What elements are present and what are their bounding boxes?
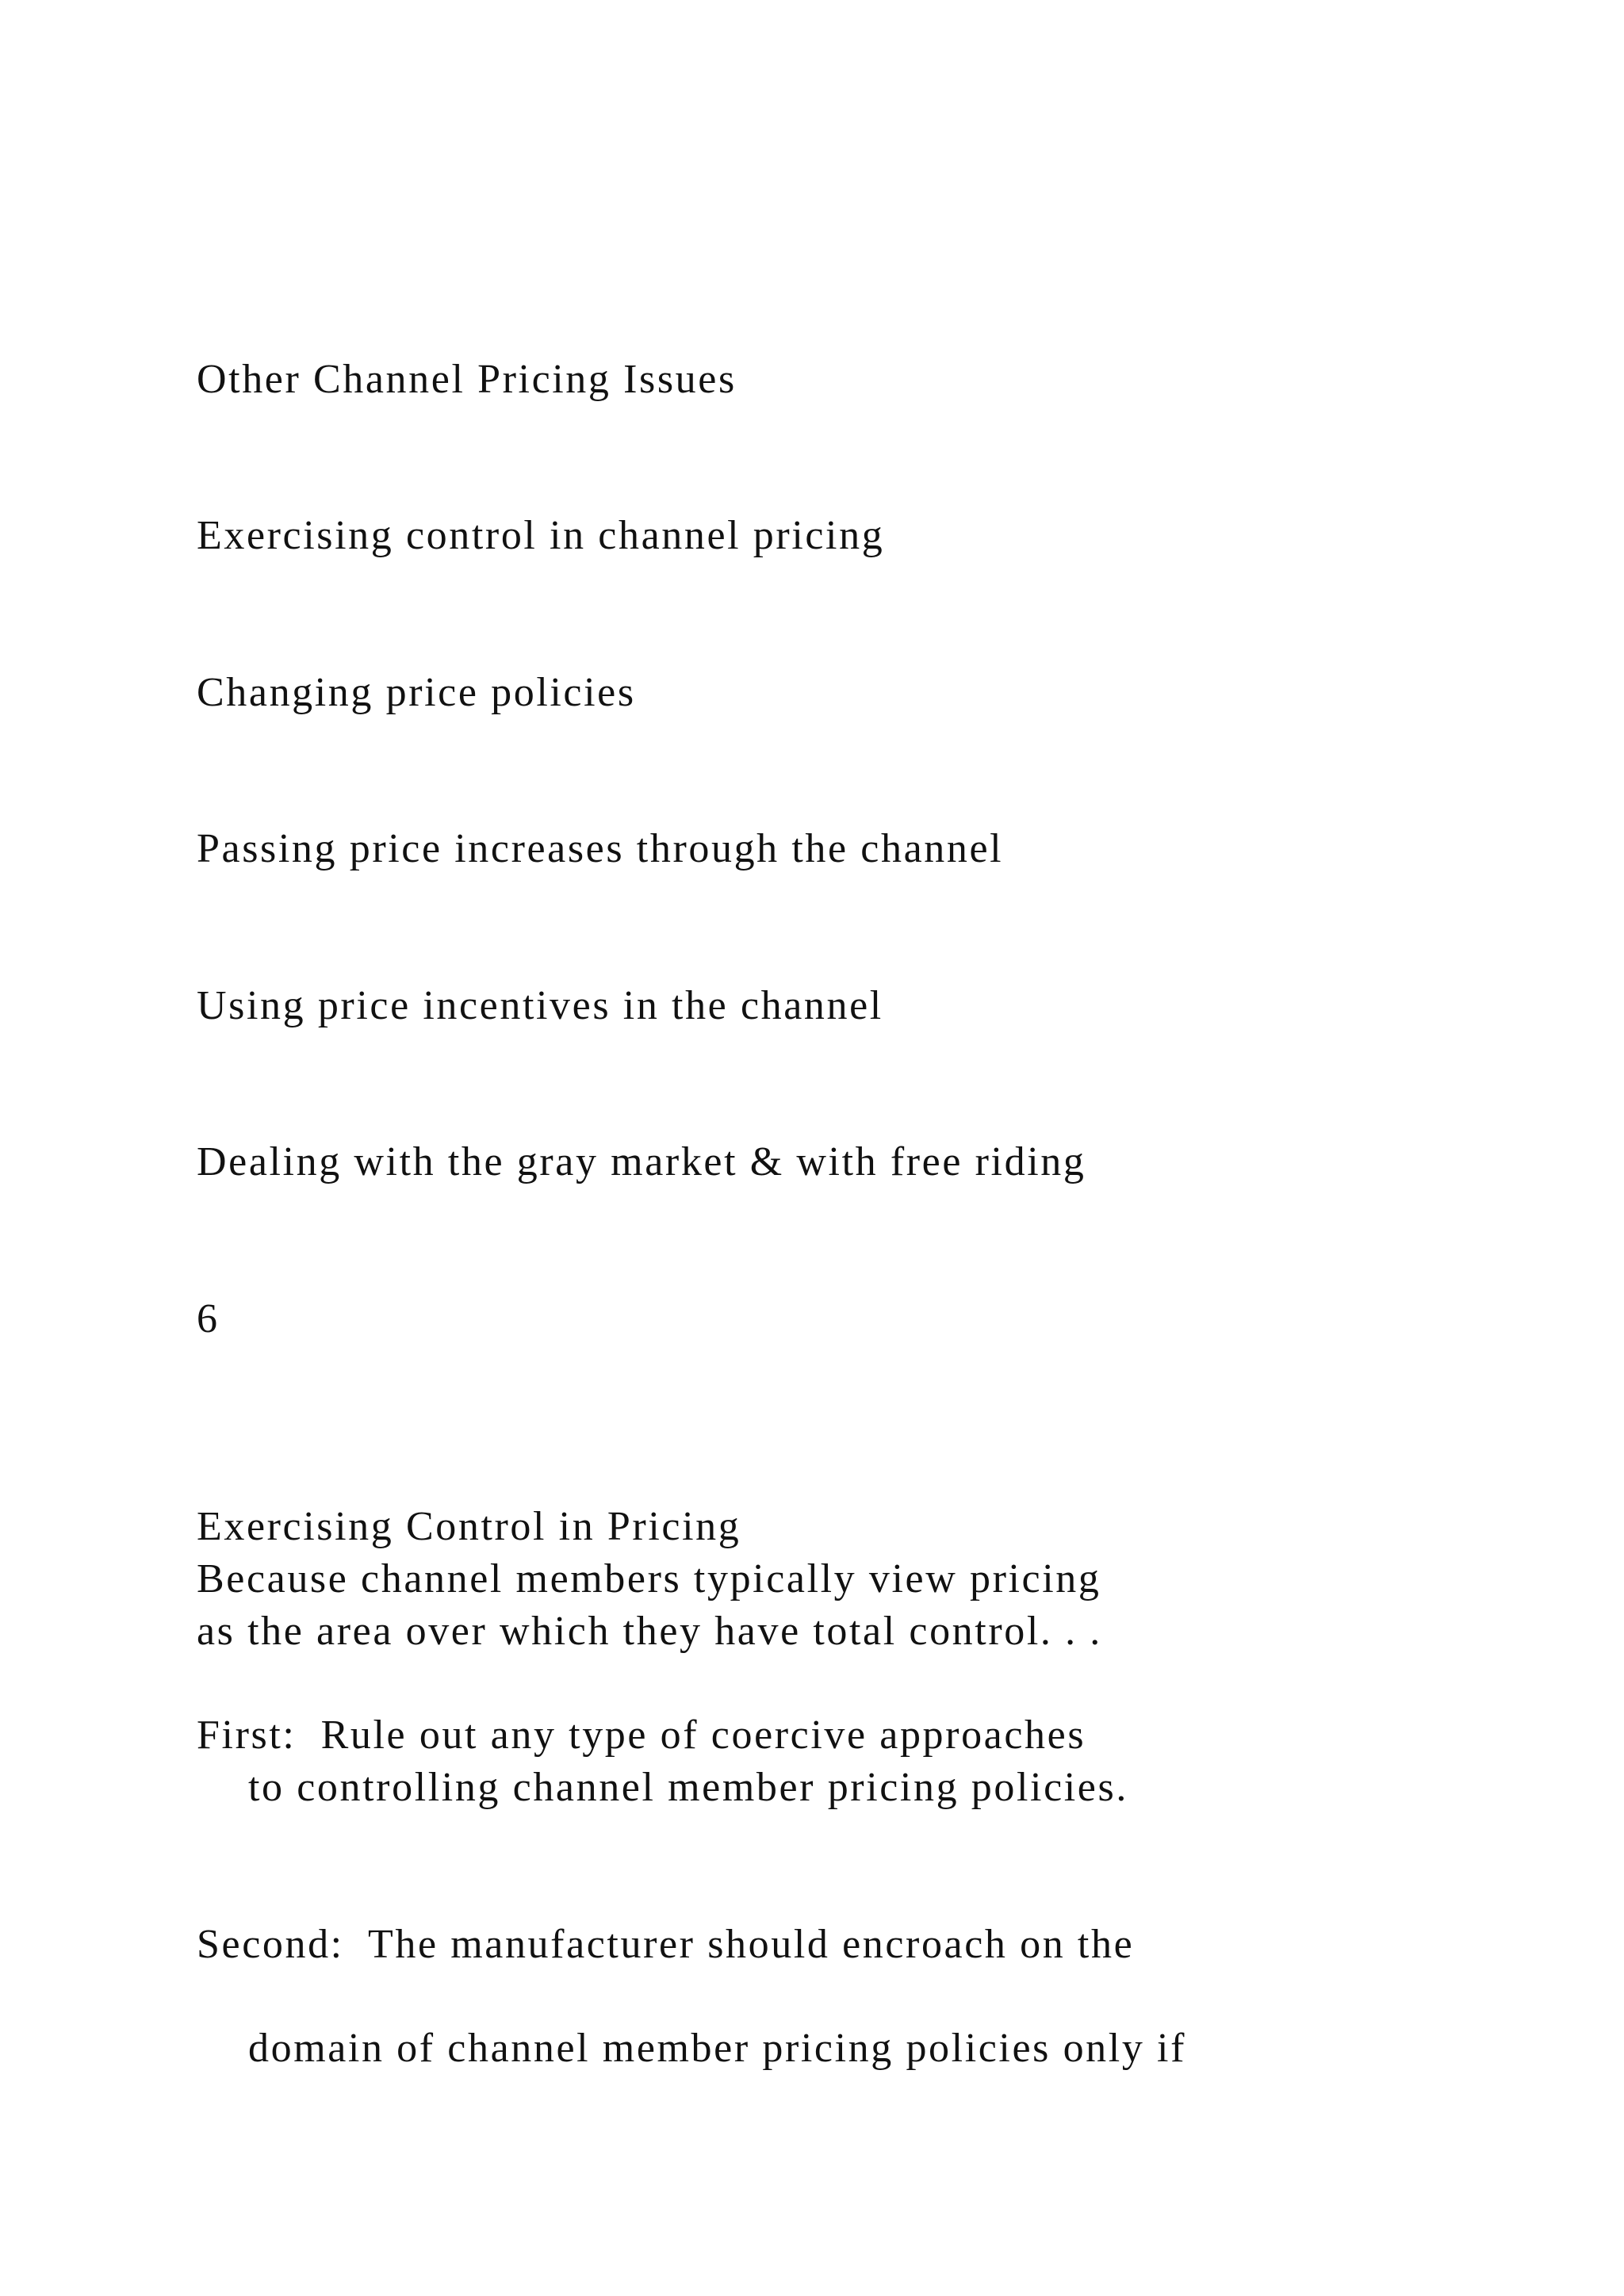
bullet-item-price-incentives: Using price incentives in the channel: [197, 983, 883, 1028]
slide-number: 6: [197, 1296, 220, 1341]
section-title: Exercising Control in Pricing: [197, 1504, 741, 1549]
intro-line-1: Because channel members typically view pricing: [197, 1556, 1101, 1601]
intro-line-2: as the area over which they have total control. . .: [197, 1609, 1102, 1654]
first-point-line-2: to controlling channel member pricing policies.: [248, 1765, 1128, 1810]
bullet-item-control: Exercising control in channel pricing: [197, 513, 885, 558]
second-point-line-2: domain of channel member pricing policies only if: [248, 2026, 1186, 2071]
first-point-line-1: First: Rule out any type of coercive approaches: [197, 1712, 1086, 1758]
bullet-item-changing-policies: Changing price policies: [197, 670, 636, 715]
bullet-item-gray-market: Dealing with the gray market & with free riding: [197, 1139, 1086, 1184]
second-point-line-1: Second: The manufacturer should encroach on the: [197, 1922, 1135, 1967]
slide-title: Other Channel Pricing Issues: [197, 357, 737, 402]
bullet-item-price-increases: Passing price increases through the channel: [197, 826, 1004, 871]
